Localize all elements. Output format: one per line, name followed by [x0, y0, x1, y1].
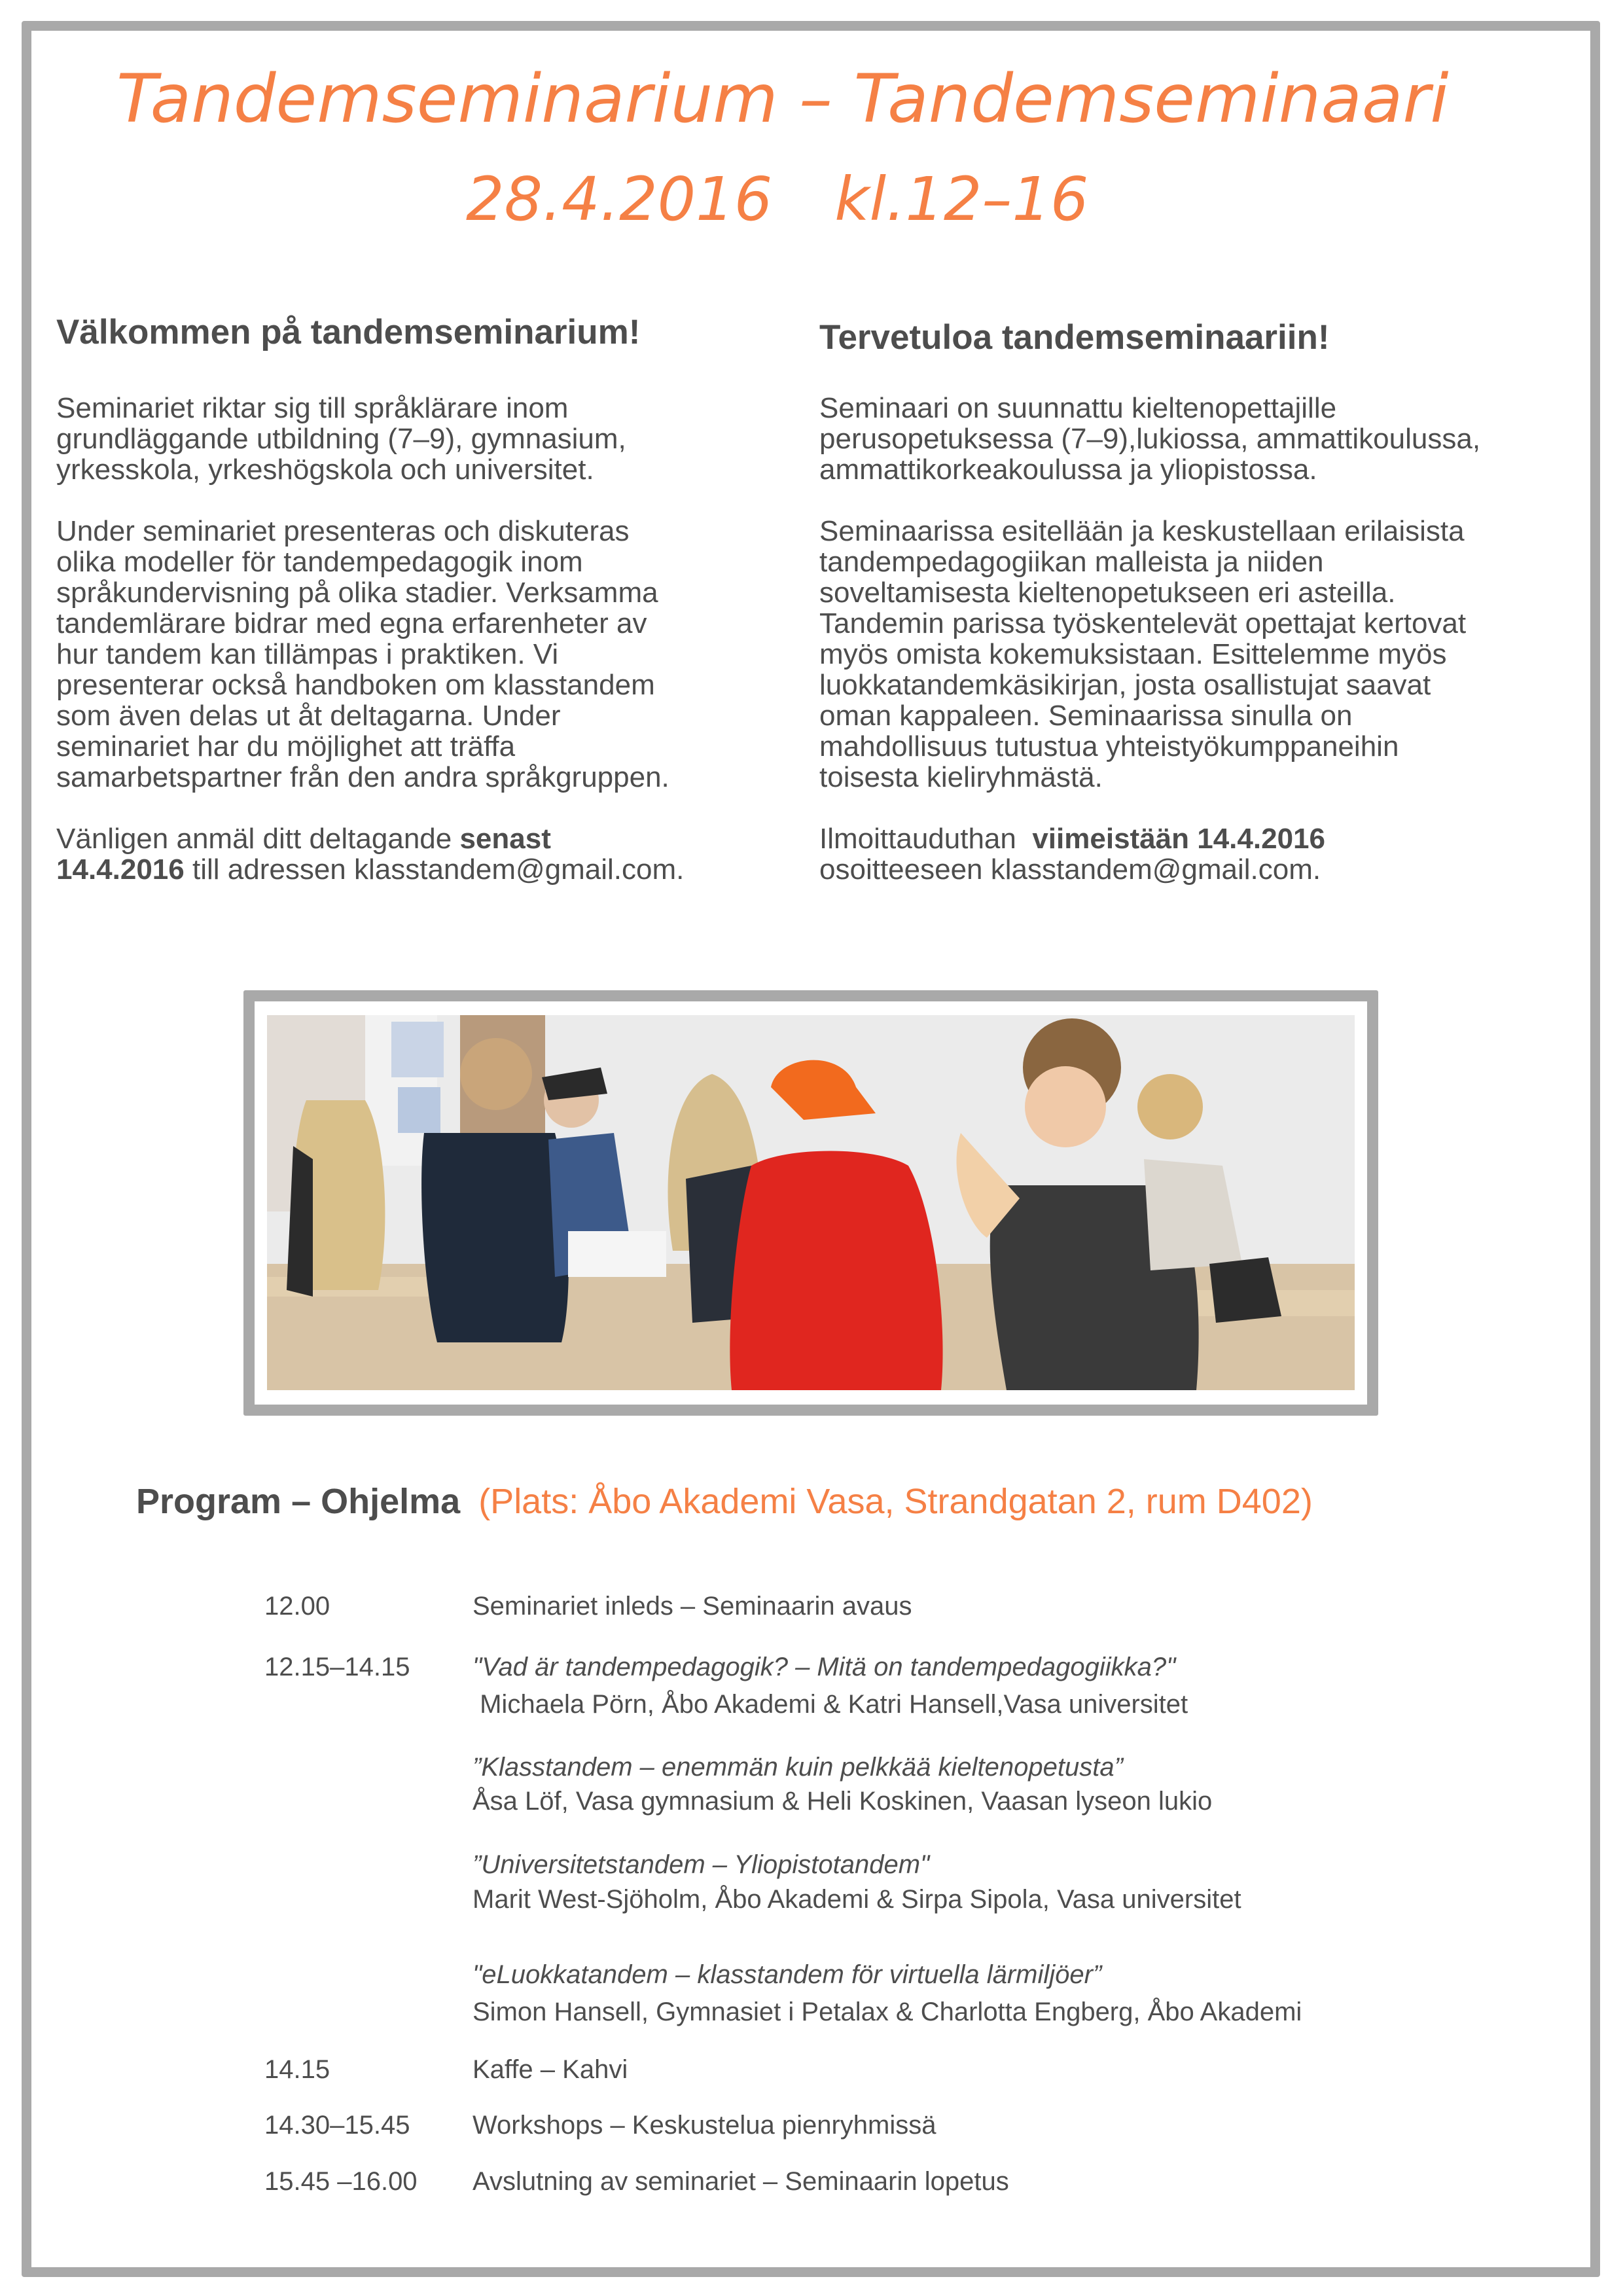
program-speakers: Michaela Pörn, Åbo Akademi & Katri Hansell,Vasa universitet: [473, 1690, 1188, 1719]
swedish-paragraph-1: Seminariet riktar sig till språklärare inom grundläggande utbildning (7–9), gymnasium, yrkesskola, yrkeshögskola och universitet.: [56, 392, 626, 486]
swedish-heading: Välkommen på tandemseminarium!: [56, 313, 641, 351]
program-speakers: Åsa Löf, Vasa gymnasium & Heli Koskinen, Vaasan lyseon lukio: [473, 1787, 1213, 1816]
reg-email-text: till adressen klasstandem@gmail.com.: [184, 853, 685, 886]
program-time: 14.15: [264, 2055, 330, 2084]
program-activity: Workshops – Keskustelua pienryhmissä: [473, 2111, 936, 2140]
finnish-column: [819, 393, 1578, 916]
program-activity: Seminariet inleds – Seminaarin avaus: [473, 1592, 912, 1621]
reg-email-text: osoitteeseen klasstandem@gmail.com.: [819, 853, 1321, 886]
program-time: 12.15–14.15: [264, 1653, 410, 1681]
reg-text: Ilmoittauduthan: [819, 823, 1033, 855]
classroom-photo: [267, 1015, 1355, 1390]
program-speakers: Marit West-Sjöholm, Åbo Akademi & Sirpa Sipola, Vasa universitet: [473, 1885, 1241, 1914]
program-title: Program – Ohjelma: [136, 1482, 461, 1521]
event-time: kl.12–16: [834, 164, 1089, 234]
program-time: 14.30–15.45: [264, 2111, 410, 2140]
program-activity: Kaffe – Kahvi: [473, 2055, 628, 2084]
reg-deadline-date: 14.4.2016: [56, 853, 185, 886]
program-talk-title: ”Klasstandem – enemmän kuin pelkkää kieltenopetusta”: [473, 1753, 1123, 1782]
program-activity: Avslutning av seminariet – Seminaarin lopetus: [473, 2167, 1009, 2196]
program-talk-title: ”Universitetstandem – Yliopistotandem": [473, 1850, 930, 1879]
swedish-column: [56, 393, 815, 916]
event-date-time: [466, 164, 1088, 236]
swedish-registration: [56, 823, 815, 885]
finnish-paragraph-2: Seminaarissa esitellään ja keskustellaan erilaisista tandempedagogiikan malleista ja niiden soveltamisesta kieltenopetukseen eri asteilla. Tandemin parissa työskentelevät opettajat kertovat myös omista kokemuksistaan. Esittelemme myös luokkatandemkäsikirjan, josta osallistujat saavat oman kappaleen. Seminaarissa sinulla on mahdollisuus tutustua yhteistyökumppaneihin toisesta kieliryhmästä.: [819, 515, 1467, 793]
event-date: 28.4.2016: [466, 164, 773, 234]
finnish-paragraph-1: Seminaari on suunnattu kieltenopettajille perusopetuksessa (7–9),lukiossa, ammattikoulussa, ammattikorkeakoulussa ja yliopistossa.: [819, 392, 1481, 486]
reg-deadline: viimeistään 14.4.2016: [1032, 823, 1325, 855]
program-talk-title: "Vad är tandempedagogik? – Mitä on tandempedagogiikka?": [473, 1653, 1176, 1681]
program-location: (Plats: Åbo Akademi Vasa, Strandgatan 2, rum D402): [478, 1482, 1313, 1521]
finnish-registration: [819, 823, 1578, 885]
reg-deadline-label: senast: [459, 823, 551, 855]
program-time: 15.45 –16.00: [264, 2167, 418, 2196]
swedish-paragraph-2: Under seminariet presenteras och diskuteras olika modeller för tandempedagogik inom språkundervisning på olika stadier. Verksamma tandemlärare bidrar med egna erfarenheter av hur tandem kan tillämpas i praktiken. Vi presenterar också handboken om klasstandem som även delas ut åt deltagarna. Under seminariet har du möjlighet att träffa samarbetspartner från den andra språkgruppen.: [56, 515, 669, 793]
program-time: 12.00: [264, 1592, 330, 1621]
program-speakers: Simon Hansell, Gymnasiet i Petalax & Charlotta Engberg, Åbo Akademi: [473, 1998, 1302, 2026]
photo-frame: [243, 990, 1378, 1416]
program-heading: [136, 1480, 1313, 1522]
reg-text: Vänligen anmäl ditt deltagande: [56, 823, 460, 855]
finnish-heading: Tervetuloa tandemseminaariin!: [819, 318, 1330, 357]
program-talk-title: "eLuokkatandem – klasstandem för virtuella lärmiljöer”: [473, 1960, 1102, 1989]
page-title: Tandemseminarium – Tandemseminaari: [116, 60, 1449, 138]
